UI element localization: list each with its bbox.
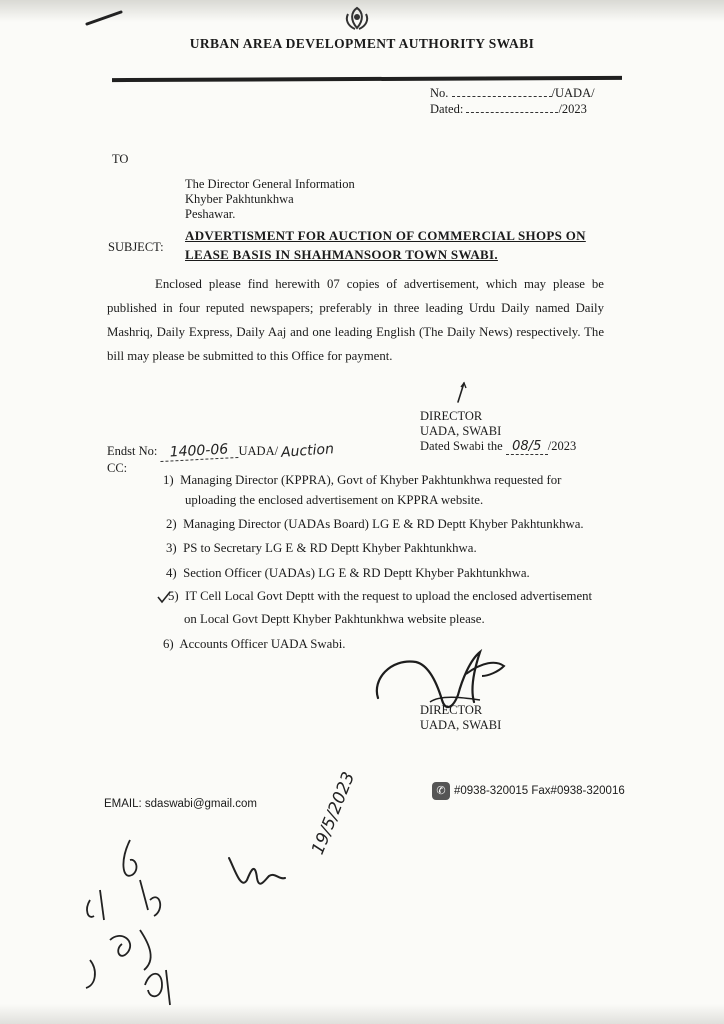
reference-dated-label: Dated: bbox=[430, 102, 464, 116]
director-block-bottom bbox=[420, 703, 501, 733]
handwritten-initials bbox=[225, 850, 305, 900]
reference-dated-suffix: /2023 bbox=[558, 102, 587, 116]
endst-handwritten-no: 1400-06 bbox=[160, 441, 239, 462]
cc-num: 6) bbox=[163, 637, 174, 651]
body-paragraph bbox=[107, 272, 604, 368]
director-date-label: Dated Swabi the bbox=[420, 439, 503, 453]
reference-dated bbox=[430, 102, 587, 117]
subject-line: LEASE BASIS IN SHAHMANSOOR TOWN SWABI. bbox=[185, 247, 498, 262]
cc-item bbox=[166, 517, 584, 532]
handwritten-dash bbox=[85, 8, 125, 28]
endst-suffix: UADA/ bbox=[238, 444, 279, 458]
endst-label: Endst No: bbox=[107, 444, 158, 458]
to-line: Khyber Pakhtunkhwa bbox=[185, 192, 294, 206]
reference-no-suffix: /UADA/ bbox=[551, 86, 595, 100]
cc-item bbox=[163, 637, 345, 652]
cc-item bbox=[166, 541, 477, 556]
subject-line: ADVERTISMENT FOR AUCTION OF COMMERCIAL SHOPS ON bbox=[185, 228, 586, 243]
reference-no-blank bbox=[452, 96, 552, 97]
cc-text: Managing Director (UADAs Board) LG E & RD Deptt Khyber Pakhtunkhwa. bbox=[183, 517, 584, 531]
footer-contact bbox=[432, 782, 625, 800]
cc-text: Section Officer (UADAs) LG E & RD Deptt Khyber Pakhtunkhwa. bbox=[183, 566, 530, 580]
to-address bbox=[185, 177, 355, 222]
cc-num: 1) bbox=[163, 473, 174, 487]
cc-num: 2) bbox=[166, 517, 177, 531]
cc-num: 4) bbox=[166, 566, 177, 580]
cc-num: 5) bbox=[168, 589, 179, 603]
reference-no bbox=[430, 86, 595, 101]
director-block-top bbox=[420, 409, 576, 455]
handwritten-urdu-note bbox=[70, 820, 180, 1010]
to-line: The Director General Information bbox=[185, 177, 355, 191]
emblem-icon bbox=[342, 6, 372, 32]
cc-text: IT Cell Local Govt Deptt with the request to upload the enclosed advertisement bbox=[185, 589, 593, 603]
cc-num: 3) bbox=[166, 541, 177, 555]
handwritten-date: 19/5/2023 bbox=[308, 769, 360, 858]
phone-fax-text: #0938-320015 Fax#0938-320016 bbox=[454, 785, 625, 797]
director-date bbox=[420, 439, 576, 455]
cc-text: on Local Govt Deptt Khyber Pakhtunkhwa website please. bbox=[184, 612, 485, 626]
endst-handwritten-suffix: Auction bbox=[280, 441, 335, 461]
director-org: UADA, SWABI bbox=[420, 718, 502, 732]
cc-text: uploading the enclosed advertisement on KPPRA website. bbox=[185, 493, 484, 507]
to-label: TO bbox=[112, 152, 129, 166]
director-org: UADA, SWABI bbox=[420, 424, 502, 438]
reference-dated-blank bbox=[466, 112, 558, 113]
director-date-handwritten: 08/5 bbox=[506, 439, 548, 455]
cc-item bbox=[163, 470, 613, 510]
subject-label: SUBJECT: bbox=[108, 240, 164, 254]
phone-icon: ✆ bbox=[432, 782, 450, 800]
reference-no-label: No. bbox=[430, 86, 449, 100]
cc-text: Managing Director (KPPRA), Govt of Khyber Pakhtunkhwa requested for bbox=[180, 473, 562, 487]
handwritten-stroke bbox=[455, 380, 469, 404]
header-divider bbox=[112, 76, 622, 82]
cc-label: CC: bbox=[107, 461, 128, 475]
director-date-suffix: /2023 bbox=[547, 439, 577, 453]
cc-text: Accounts Officer UADA Swabi. bbox=[179, 637, 346, 651]
cc-item bbox=[168, 585, 618, 631]
body-text: Enclosed please find herewith 07 copies of advertisement, which may please be published in four reputed newspapers; preferably in three leading Urdu Daily named Daily Mashriq, Daily Express, Daily Aaj and one leading English (The Daily News) respectively. The bill may please be submitted to this Office for payment. bbox=[107, 277, 604, 363]
endorsement-line bbox=[107, 443, 334, 460]
cc-item bbox=[166, 566, 530, 581]
cc-text: PS to Secretary LG E & RD Deptt Khyber Pakhtunkhwa. bbox=[183, 541, 477, 555]
organization-title: URBAN AREA DEVELOPMENT AUTHORITY SWABI bbox=[189, 36, 535, 51]
director-title: DIRECTOR bbox=[420, 703, 483, 717]
to-line: Peshawar. bbox=[185, 207, 236, 221]
director-title: DIRECTOR bbox=[420, 409, 483, 423]
footer-email: EMAIL: sdaswabi@gmail.com bbox=[104, 798, 257, 810]
subject-text bbox=[185, 226, 605, 264]
